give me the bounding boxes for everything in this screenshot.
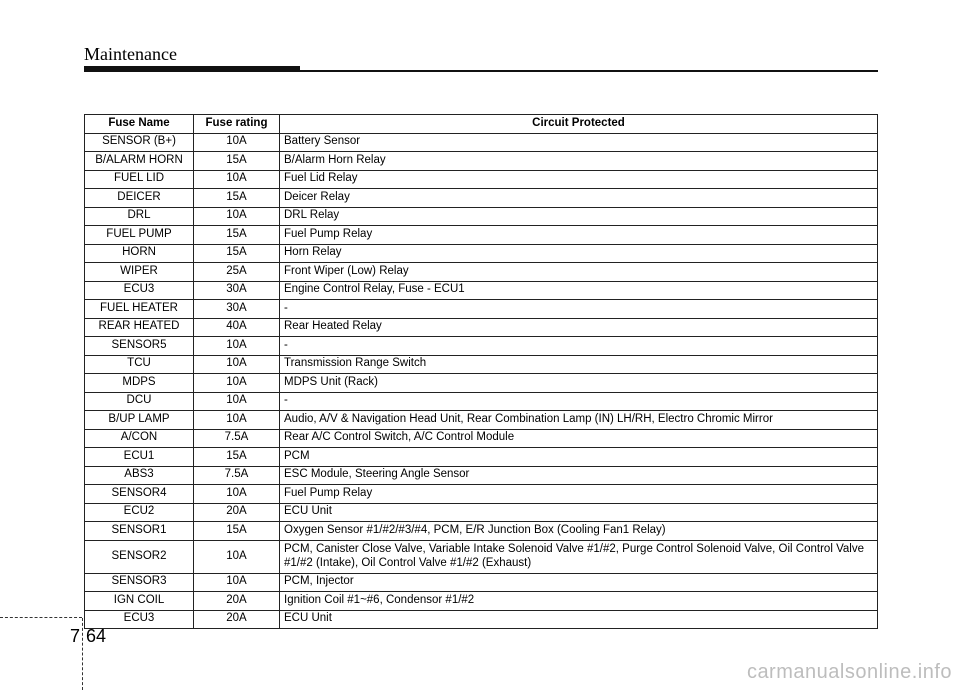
- table-row: [85, 244, 878, 263]
- fuse-table: [84, 114, 878, 629]
- cell-fuse-rating: 10A: [194, 170, 280, 189]
- cell-circuit-protected: Engine Control Relay, Fuse - ECU1: [280, 281, 878, 300]
- header-fuse-name: Fuse Name: [85, 115, 194, 134]
- table-row: [85, 318, 878, 337]
- cell-fuse-name: SENSOR1: [85, 522, 194, 541]
- cell-circuit-protected: ESC Module, Steering Angle Sensor: [280, 466, 878, 485]
- cell-circuit-protected: PCM: [280, 448, 878, 467]
- cell-fuse-name: MDPS: [85, 374, 194, 393]
- cell-fuse-rating: 7.5A: [194, 429, 280, 448]
- table-row: [85, 448, 878, 467]
- header-circuit-protected: Circuit Protected: [280, 115, 878, 134]
- cell-circuit-protected: PCM, Injector: [280, 573, 878, 592]
- cell-circuit-protected: Fuel Lid Relay: [280, 170, 878, 189]
- page-title: Maintenance: [84, 44, 177, 64]
- cell-circuit-protected: Deicer Relay: [280, 189, 878, 208]
- cell-fuse-name: FUEL LID: [85, 170, 194, 189]
- cell-fuse-name: SENSOR2: [85, 540, 194, 573]
- table-row: [85, 392, 878, 411]
- cell-fuse-name: DRL: [85, 207, 194, 226]
- cell-fuse-name: FUEL PUMP: [85, 226, 194, 245]
- cell-fuse-name: WIPER: [85, 263, 194, 282]
- cell-circuit-protected: Rear Heated Relay: [280, 318, 878, 337]
- table-row: [85, 207, 878, 226]
- cell-fuse-name: DEICER: [85, 189, 194, 208]
- table-row: [85, 263, 878, 282]
- table-row: [85, 170, 878, 189]
- table-row: [85, 610, 878, 629]
- cell-circuit-protected: -: [280, 300, 878, 319]
- cell-fuse-name: ABS3: [85, 466, 194, 485]
- cell-circuit-protected: Front Wiper (Low) Relay: [280, 263, 878, 282]
- cell-fuse-rating: 15A: [194, 226, 280, 245]
- cell-circuit-protected: B/Alarm Horn Relay: [280, 152, 878, 171]
- cell-circuit-protected: ECU Unit: [280, 610, 878, 629]
- cell-circuit-protected: Ignition Coil #1~#6, Condensor #1/#2: [280, 592, 878, 611]
- cell-fuse-name: B/UP LAMP: [85, 411, 194, 430]
- crop-mark-vertical: [82, 618, 83, 690]
- cell-fuse-name: A/CON: [85, 429, 194, 448]
- table-row: [85, 411, 878, 430]
- chapter-number: 7: [70, 626, 81, 646]
- cell-fuse-rating: 15A: [194, 189, 280, 208]
- table-row: [85, 281, 878, 300]
- cell-fuse-rating: 15A: [194, 152, 280, 171]
- table-header-row: [85, 115, 878, 134]
- cell-fuse-name: HORN: [85, 244, 194, 263]
- table-row: [85, 485, 878, 504]
- cell-fuse-rating: 10A: [194, 485, 280, 504]
- table-row: [85, 374, 878, 393]
- cell-fuse-rating: 40A: [194, 318, 280, 337]
- cell-fuse-rating: 30A: [194, 300, 280, 319]
- cell-fuse-name: B/ALARM HORN: [85, 152, 194, 171]
- cell-fuse-rating: 10A: [194, 392, 280, 411]
- cell-fuse-rating: 7.5A: [194, 466, 280, 485]
- cell-fuse-rating: 15A: [194, 522, 280, 541]
- table-row: [85, 152, 878, 171]
- cell-circuit-protected: ECU Unit: [280, 503, 878, 522]
- cell-fuse-name: REAR HEATED: [85, 318, 194, 337]
- table-row: [85, 189, 878, 208]
- cell-fuse-name: SENSOR5: [85, 337, 194, 356]
- table-row: [85, 337, 878, 356]
- table-row: [85, 133, 878, 152]
- fuse-table-body: [85, 133, 878, 629]
- cell-circuit-protected: MDPS Unit (Rack): [280, 374, 878, 393]
- cell-circuit-protected: Fuel Pump Relay: [280, 485, 878, 504]
- cell-circuit-protected: Battery Sensor: [280, 133, 878, 152]
- cell-fuse-rating: 10A: [194, 374, 280, 393]
- cell-fuse-name: SENSOR4: [85, 485, 194, 504]
- cell-fuse-rating: 10A: [194, 573, 280, 592]
- cell-fuse-name: SENSOR3: [85, 573, 194, 592]
- cell-fuse-rating: 10A: [194, 411, 280, 430]
- table-row: [85, 592, 878, 611]
- cell-fuse-rating: 20A: [194, 592, 280, 611]
- cell-circuit-protected: Audio, A/V & Navigation Head Unit, Rear Combination Lamp (IN) LH/RH, Electro Chromic Mirror: [280, 411, 878, 430]
- cell-fuse-rating: 10A: [194, 133, 280, 152]
- table-row: [85, 573, 878, 592]
- header-fuse-rating: Fuse rating: [194, 115, 280, 134]
- cell-fuse-rating: 30A: [194, 281, 280, 300]
- cell-fuse-name: IGN COIL: [85, 592, 194, 611]
- header-rule-thin: [300, 70, 878, 72]
- cell-circuit-protected: Rear A/C Control Switch, A/C Control Module: [280, 429, 878, 448]
- cell-fuse-name: SENSOR (B+): [85, 133, 194, 152]
- table-row: [85, 300, 878, 319]
- cell-fuse-name: FUEL HEATER: [85, 300, 194, 319]
- table-row: [85, 540, 878, 573]
- cell-circuit-protected: -: [280, 337, 878, 356]
- cell-circuit-protected: Oxygen Sensor #1/#2/#3/#4, PCM, E/R Junction Box (Cooling Fan1 Relay): [280, 522, 878, 541]
- table-row: [85, 429, 878, 448]
- cell-fuse-name: TCU: [85, 355, 194, 374]
- cell-fuse-rating: 10A: [194, 540, 280, 573]
- cell-fuse-name: ECU3: [85, 281, 194, 300]
- table-row: [85, 226, 878, 245]
- cell-fuse-rating: 20A: [194, 610, 280, 629]
- watermark: carmanualsonline.info: [746, 661, 952, 683]
- crop-mark-horizontal: [0, 617, 82, 618]
- cell-circuit-protected: Transmission Range Switch: [280, 355, 878, 374]
- cell-fuse-name: ECU3: [85, 610, 194, 629]
- table-row: [85, 466, 878, 485]
- cell-circuit-protected: -: [280, 392, 878, 411]
- cell-fuse-rating: 10A: [194, 337, 280, 356]
- cell-fuse-name: ECU1: [85, 448, 194, 467]
- cell-fuse-rating: 15A: [194, 448, 280, 467]
- table-row: [85, 355, 878, 374]
- cell-fuse-name: DCU: [85, 392, 194, 411]
- table-row: [85, 503, 878, 522]
- cell-circuit-protected: Horn Relay: [280, 244, 878, 263]
- cell-fuse-rating: 10A: [194, 207, 280, 226]
- page-number: 64: [86, 626, 107, 646]
- cell-circuit-protected: Fuel Pump Relay: [280, 226, 878, 245]
- cell-fuse-name: ECU2: [85, 503, 194, 522]
- table-row: [85, 522, 878, 541]
- cell-circuit-protected: DRL Relay: [280, 207, 878, 226]
- header-rule-thick: [84, 66, 300, 72]
- cell-fuse-rating: 20A: [194, 503, 280, 522]
- cell-circuit-protected: PCM, Canister Close Valve, Variable Intake Solenoid Valve #1/#2, Purge Control Solenoid Valve, Oil Control Valve #1/#2 (Intake), Oil Control Valve #1/#2 (Exhaust): [280, 540, 878, 573]
- cell-fuse-rating: 25A: [194, 263, 280, 282]
- cell-fuse-rating: 10A: [194, 355, 280, 374]
- cell-fuse-rating: 15A: [194, 244, 280, 263]
